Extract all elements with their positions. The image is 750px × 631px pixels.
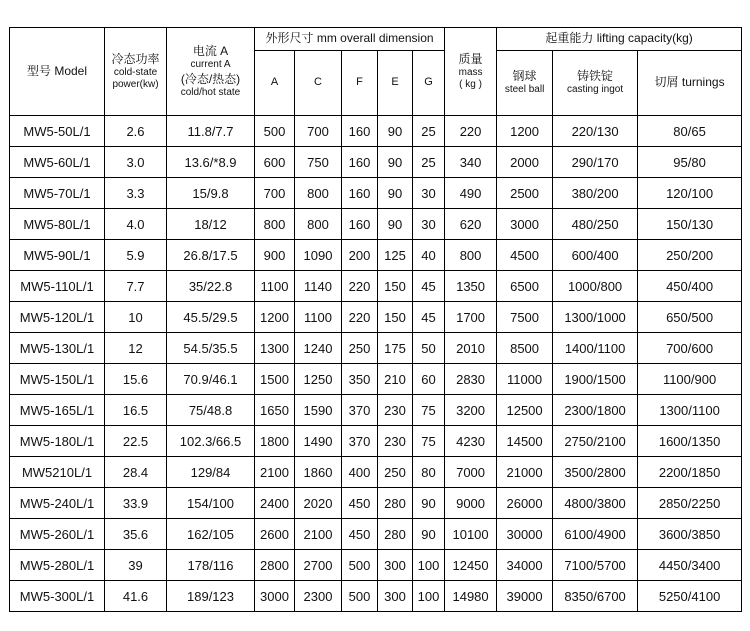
- cell-mass: 7000: [445, 457, 497, 488]
- cell-power: 5.9: [105, 240, 167, 271]
- cell-dim-g: 60: [413, 364, 445, 395]
- cell-casting-ingot: 7100/5700: [553, 550, 638, 581]
- cell-dim-e: 280: [378, 488, 413, 519]
- cell-dim-e: 90: [378, 147, 413, 178]
- header-dimension: [255, 28, 445, 51]
- cell-dim-c: 1860: [295, 457, 342, 488]
- cell-current: 45.5/29.5: [167, 302, 255, 333]
- cell-mass: 10100: [445, 519, 497, 550]
- cell-current: 178/116: [167, 550, 255, 581]
- table-row: [10, 302, 742, 333]
- header-steel-ball: [497, 51, 553, 116]
- cell-dim-a: 500: [255, 116, 295, 147]
- cell-mass: 14980: [445, 581, 497, 612]
- cell-casting-ingot: 2750/2100: [553, 426, 638, 457]
- cell-dim-a: 2600: [255, 519, 295, 550]
- cell-mass: 3200: [445, 395, 497, 426]
- cell-power: 3.3: [105, 178, 167, 209]
- cell-dim-g: 75: [413, 395, 445, 426]
- cell-dim-e: 150: [378, 271, 413, 302]
- header-power-en-1: cold-state: [113, 66, 158, 78]
- cell-dim-e: 90: [378, 209, 413, 240]
- cell-turnings: 2850/2250: [638, 488, 742, 519]
- header-current-en: current A: [190, 59, 231, 70]
- cell-dim-f: 160: [342, 209, 378, 240]
- cell-dim-f: 220: [342, 271, 378, 302]
- cell-dim-g: 25: [413, 147, 445, 178]
- cell-model: MW5-110L/1: [10, 271, 105, 302]
- cell-dim-e: 300: [378, 550, 413, 581]
- cell-turnings: 5250/4100: [638, 581, 742, 612]
- cell-current: 18/12: [167, 209, 255, 240]
- cell-dim-a: 800: [255, 209, 295, 240]
- cell-mass: 2830: [445, 364, 497, 395]
- cell-current: 26.8/17.5: [167, 240, 255, 271]
- cell-mass: 490: [445, 178, 497, 209]
- cell-casting-ingot: 220/130: [553, 116, 638, 147]
- cell-dim-a: 1650: [255, 395, 295, 426]
- cell-dim-g: 100: [413, 550, 445, 581]
- cell-casting-ingot: 1900/1500: [553, 364, 638, 395]
- cell-dim-f: 160: [342, 178, 378, 209]
- table-row: [10, 364, 742, 395]
- cell-casting-ingot: 6100/4900: [553, 519, 638, 550]
- table-row: [10, 457, 742, 488]
- header-casting-ingot: [553, 51, 638, 116]
- cell-current: 154/100: [167, 488, 255, 519]
- cell-dim-f: 160: [342, 116, 378, 147]
- cell-model: MW5-70L/1: [10, 178, 105, 209]
- cell-current: 35/22.8: [167, 271, 255, 302]
- cell-dim-e: 150: [378, 302, 413, 333]
- cell-model: MW5-50L/1: [10, 116, 105, 147]
- cell-casting-ingot: 480/250: [553, 209, 638, 240]
- header-current: [167, 28, 255, 116]
- header-mass-unit: ( kg ): [459, 79, 482, 90]
- table-header: [10, 28, 742, 116]
- cell-model: MW5-180L/1: [10, 426, 105, 457]
- cell-dim-g: 30: [413, 178, 445, 209]
- cell-mass: 12450: [445, 550, 497, 581]
- cell-dim-a: 2800: [255, 550, 295, 581]
- cell-model: MW5-280L/1: [10, 550, 105, 581]
- header-dim-c: C: [295, 51, 342, 116]
- cell-mass: 1350: [445, 271, 497, 302]
- cell-dim-g: 45: [413, 271, 445, 302]
- cell-dim-c: 1490: [295, 426, 342, 457]
- cell-dim-f: 220: [342, 302, 378, 333]
- cell-current: 102.3/66.5: [167, 426, 255, 457]
- header-current-en-2: cold/hot state: [180, 86, 241, 98]
- cell-current: 54.5/35.5: [167, 333, 255, 364]
- cell-power: 41.6: [105, 581, 167, 612]
- cell-current: 162/105: [167, 519, 255, 550]
- cell-current: 13.6/*8.9: [167, 147, 255, 178]
- cell-dim-e: 230: [378, 395, 413, 426]
- cell-dim-e: 230: [378, 426, 413, 457]
- cell-power: 2.6: [105, 116, 167, 147]
- table-row: [10, 147, 742, 178]
- cell-power: 22.5: [105, 426, 167, 457]
- table-row: [10, 550, 742, 581]
- cell-dim-f: 500: [342, 581, 378, 612]
- cell-steel-ball: 2500: [497, 178, 553, 209]
- cell-steel-ball: 21000: [497, 457, 553, 488]
- header-power: [105, 28, 167, 116]
- cell-casting-ingot: 1000/800: [553, 271, 638, 302]
- cell-dim-c: 2100: [295, 519, 342, 550]
- cell-steel-ball: 30000: [497, 519, 553, 550]
- header-lifting: [497, 28, 742, 51]
- cell-dim-c: 2700: [295, 550, 342, 581]
- cell-mass: 800: [445, 240, 497, 271]
- cell-power: 3.0: [105, 147, 167, 178]
- cell-dim-g: 30: [413, 209, 445, 240]
- cell-dim-a: 2400: [255, 488, 295, 519]
- cell-steel-ball: 12500: [497, 395, 553, 426]
- cell-model: MW5-165L/1: [10, 395, 105, 426]
- table-row: [10, 271, 742, 302]
- cell-power: 10: [105, 302, 167, 333]
- cell-steel-ball: 14500: [497, 426, 553, 457]
- cell-model: MW5-130L/1: [10, 333, 105, 364]
- table-row: [10, 209, 742, 240]
- cell-model: MW5-260L/1: [10, 519, 105, 550]
- cell-dim-f: 370: [342, 395, 378, 426]
- table-row: [10, 178, 742, 209]
- cell-steel-ball: 11000: [497, 364, 553, 395]
- cell-dim-f: 450: [342, 519, 378, 550]
- cell-dim-g: 50: [413, 333, 445, 364]
- cell-current: 75/48.8: [167, 395, 255, 426]
- cell-steel-ball: 3000: [497, 209, 553, 240]
- cell-model: MW5-120L/1: [10, 302, 105, 333]
- header-ingot-en: casting ingot: [566, 84, 624, 96]
- cell-steel-ball: 34000: [497, 550, 553, 581]
- cell-model: MW5-90L/1: [10, 240, 105, 271]
- header-dim-f: F: [342, 51, 378, 116]
- cell-power: 4.0: [105, 209, 167, 240]
- cell-dim-f: 250: [342, 333, 378, 364]
- cell-dim-g: 100: [413, 581, 445, 612]
- cell-casting-ingot: 3500/2800: [553, 457, 638, 488]
- cell-dim-g: 45: [413, 302, 445, 333]
- cell-mass: 620: [445, 209, 497, 240]
- cell-casting-ingot: 4800/3800: [553, 488, 638, 519]
- cell-steel-ball: 1200: [497, 116, 553, 147]
- cell-dim-c: 1250: [295, 364, 342, 395]
- cell-dim-g: 90: [413, 488, 445, 519]
- cell-dim-a: 1300: [255, 333, 295, 364]
- cell-dim-f: 200: [342, 240, 378, 271]
- cell-dim-c: 2300: [295, 581, 342, 612]
- cell-turnings: 700/600: [638, 333, 742, 364]
- cell-dim-f: 500: [342, 550, 378, 581]
- cell-turnings: 150/130: [638, 209, 742, 240]
- header-power-zh: 冷态功率: [111, 51, 160, 66]
- cell-power: 16.5: [105, 395, 167, 426]
- cell-dim-a: 900: [255, 240, 295, 271]
- cell-current: 15/9.8: [167, 178, 255, 209]
- cell-dim-c: 800: [295, 178, 342, 209]
- cell-dim-c: 800: [295, 209, 342, 240]
- cell-turnings: 1600/1350: [638, 426, 742, 457]
- cell-turnings: 650/500: [638, 302, 742, 333]
- cell-dim-e: 90: [378, 116, 413, 147]
- table-row: [10, 395, 742, 426]
- cell-dim-c: 700: [295, 116, 342, 147]
- cell-mass: 340: [445, 147, 497, 178]
- header-current-zh-2: (冷态/热态): [180, 71, 241, 86]
- cell-dim-c: 1140: [295, 271, 342, 302]
- header-mass-en: mass: [458, 66, 483, 78]
- table-row: [10, 519, 742, 550]
- header-dim-e: E: [378, 51, 413, 116]
- cell-casting-ingot: 380/200: [553, 178, 638, 209]
- cell-dim-g: 75: [413, 426, 445, 457]
- header-power-en-2: power(kw): [112, 79, 159, 90]
- cell-steel-ball: 6500: [497, 271, 553, 302]
- table-row: [10, 333, 742, 364]
- header-model: [10, 28, 105, 116]
- cell-power: 35.6: [105, 519, 167, 550]
- cell-dim-a: 700: [255, 178, 295, 209]
- cell-dim-c: 750: [295, 147, 342, 178]
- cell-dim-a: 1800: [255, 426, 295, 457]
- cell-model: MW5-300L/1: [10, 581, 105, 612]
- header-lifting-label: 起重能力 lifting capacity(kg): [545, 31, 693, 46]
- header-mass-zh: 质量: [458, 51, 483, 66]
- table-row: [10, 426, 742, 457]
- header-turnings: [638, 51, 742, 116]
- cell-dim-c: 1090: [295, 240, 342, 271]
- cell-mass: 1700: [445, 302, 497, 333]
- cell-dim-c: 1100: [295, 302, 342, 333]
- cell-dim-f: 400: [342, 457, 378, 488]
- cell-steel-ball: 39000: [497, 581, 553, 612]
- cell-turnings: 80/65: [638, 116, 742, 147]
- header-mass: [445, 28, 497, 116]
- cell-turnings: 95/80: [638, 147, 742, 178]
- cell-dim-g: 40: [413, 240, 445, 271]
- cell-dim-e: 90: [378, 178, 413, 209]
- cell-power: 12: [105, 333, 167, 364]
- header-dim-a: A: [255, 51, 295, 116]
- cell-dim-f: 350: [342, 364, 378, 395]
- cell-casting-ingot: 8350/6700: [553, 581, 638, 612]
- cell-dim-e: 300: [378, 581, 413, 612]
- cell-dim-e: 175: [378, 333, 413, 364]
- cell-steel-ball: 7500: [497, 302, 553, 333]
- cell-current: 129/84: [167, 457, 255, 488]
- cell-dim-f: 370: [342, 426, 378, 457]
- cell-dim-g: 90: [413, 519, 445, 550]
- cell-model: MW5210L/1: [10, 457, 105, 488]
- cell-dim-c: 2020: [295, 488, 342, 519]
- table-row: [10, 116, 742, 147]
- cell-model: MW5-80L/1: [10, 209, 105, 240]
- cell-turnings: 1100/900: [638, 364, 742, 395]
- header-ingot-zh: 铸铁锭: [577, 69, 614, 84]
- cell-power: 15.6: [105, 364, 167, 395]
- cell-turnings: 250/200: [638, 240, 742, 271]
- header-steel-en: steel ball: [504, 84, 545, 96]
- cell-dim-f: 450: [342, 488, 378, 519]
- cell-casting-ingot: 290/170: [553, 147, 638, 178]
- cell-turnings: 1300/1100: [638, 395, 742, 426]
- cell-turnings: 450/400: [638, 271, 742, 302]
- cell-casting-ingot: 1400/1100: [553, 333, 638, 364]
- cell-dim-e: 210: [378, 364, 413, 395]
- cell-power: 7.7: [105, 271, 167, 302]
- cell-dim-a: 2100: [255, 457, 295, 488]
- cell-steel-ball: 8500: [497, 333, 553, 364]
- cell-model: MW5-60L/1: [10, 147, 105, 178]
- cell-dim-a: 1200: [255, 302, 295, 333]
- cell-power: 39: [105, 550, 167, 581]
- header-turnings-label: 切屑 turnings: [654, 75, 725, 90]
- cell-turnings: 120/100: [638, 178, 742, 209]
- cell-dim-f: 160: [342, 147, 378, 178]
- cell-dim-c: 1590: [295, 395, 342, 426]
- cell-casting-ingot: 2300/1800: [553, 395, 638, 426]
- cell-dim-a: 600: [255, 147, 295, 178]
- cell-dim-g: 25: [413, 116, 445, 147]
- cell-mass: 9000: [445, 488, 497, 519]
- header-dim-g: G: [413, 51, 445, 116]
- cell-dim-e: 250: [378, 457, 413, 488]
- cell-dim-c: 1240: [295, 333, 342, 364]
- cell-steel-ball: 2000: [497, 147, 553, 178]
- cell-dim-a: 1500: [255, 364, 295, 395]
- table-row: [10, 581, 742, 612]
- cell-power: 33.9: [105, 488, 167, 519]
- cell-turnings: 2200/1850: [638, 457, 742, 488]
- cell-steel-ball: 4500: [497, 240, 553, 271]
- cell-turnings: 3600/3850: [638, 519, 742, 550]
- cell-dim-e: 125: [378, 240, 413, 271]
- header-current-zh: 电流 A: [192, 44, 229, 58]
- cell-casting-ingot: 1300/1000: [553, 302, 638, 333]
- cell-mass: 2010: [445, 333, 497, 364]
- header-steel-zh: 钢球: [512, 69, 537, 84]
- cell-model: MW5-150L/1: [10, 364, 105, 395]
- cell-casting-ingot: 600/400: [553, 240, 638, 271]
- cell-dim-a: 1100: [255, 271, 295, 302]
- table-row: [10, 488, 742, 519]
- cell-power: 28.4: [105, 457, 167, 488]
- cell-current: 189/123: [167, 581, 255, 612]
- cell-dim-e: 280: [378, 519, 413, 550]
- cell-current: 70.9/46.1: [167, 364, 255, 395]
- cell-model: MW5-240L/1: [10, 488, 105, 519]
- cell-mass: 4230: [445, 426, 497, 457]
- cell-mass: 220: [445, 116, 497, 147]
- cell-dim-g: 80: [413, 457, 445, 488]
- cell-turnings: 4450/3400: [638, 550, 742, 581]
- cell-steel-ball: 26000: [497, 488, 553, 519]
- header-model-label: 型号 Model: [26, 63, 88, 78]
- spec-table: [9, 27, 742, 612]
- table-body: [10, 116, 742, 612]
- header-dimension-label: 外形尺寸 mm overall dimension: [265, 31, 434, 46]
- table-row: [10, 240, 742, 271]
- cell-current: 11.8/7.7: [167, 116, 255, 147]
- cell-dim-a: 3000: [255, 581, 295, 612]
